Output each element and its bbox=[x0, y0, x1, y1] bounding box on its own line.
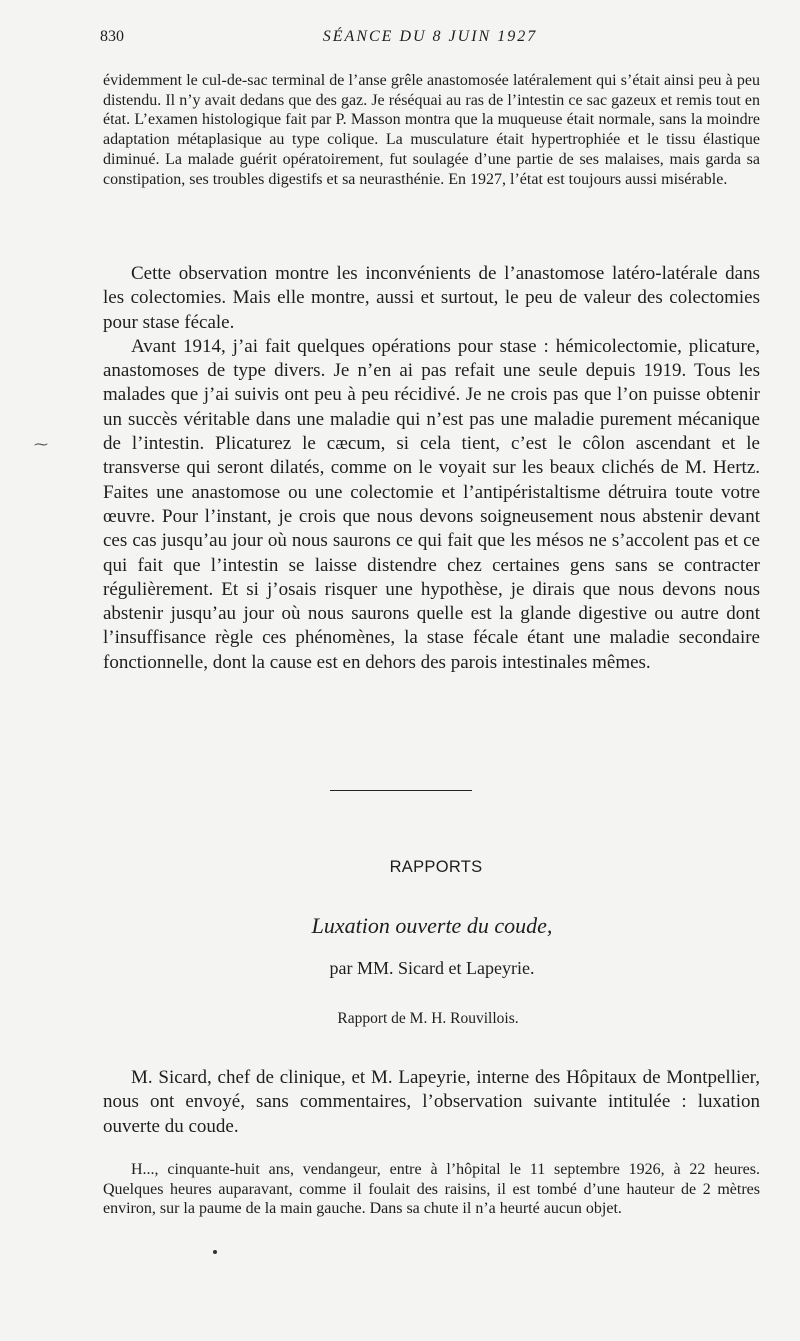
paragraph-block-4 bbox=[103, 1160, 760, 1219]
article-title: Luxation ouverte du coude, bbox=[311, 913, 553, 938]
paragraph-discussion: Avant 1914, j’ai fait quelques opérations pour stase : hémicolectomie, plicature, anastomoses de type divers. Je n’en ai pas refait une seule depuis 1919. Tous les malades que j’ai suivis ont peu à peu récidivé. Je ne crois pas que l’on puisse obtenir un succès véritable dans une maladie qui n’est pas une maladie purement mécanique de l’intestin. Plicaturez le cæcum, si cela tient, c’est le côlon ascendant et le transverse qui seront dilatés, comme on le voyait sur les beaux clichés de M. Hertz. Faites une anastomose ou une colectomie et l’antipéristaltisme détruira toute votre œuvre. Pour l’instant, je crois que nous devons soigneusement nous abstenir devant ces cas jusqu’au jour où nous saurons ce qui fait que les mésos ne s’accolent pas et ce qui fait que l’intestin se laisse distendre chez certaines gens sans se contracter régulièrement. Et si j’osais risquer une hypothèse, je dirais que nous devons nous abstenir jusqu’au jour où nous saurons quelle est la glande digestive ou autre dont l’insuffisance règle ces phénomènes, la stase fécale étant une maladie secondaire fonctionnelle, dont la cause est en dehors des parois intestinales mêmes. bbox=[103, 335, 760, 673]
paragraph-continuation: évidemment le cul-de-sac terminal de l’anse grêle anastomosée latéralement qui s’était ainsi peu à peu distendu. Il n’y avait dedans que des gaz. Je réséquai au ras de l’intestin ce sac gazeux et remis tout en état. L’examen histologique fait par P. Masson montra que la muqueuse était normale, sans la moindre adaptation métaplasique au type colique. La musculature était hypertrophiée et le tissu élastique diminué. La malade guérit opératoirement, fut soulagée d’une partie de ses malaises, mais garda sa constipation, ses troubles digestifs et sa neurasthénie. En 1927, l’état est toujours aussi misérable. bbox=[103, 72, 760, 188]
paragraph-block-1 bbox=[103, 71, 760, 189]
paragraph-observation: Cette observation montre les inconvénients de l’anastomose latéro-latérale dans les colectomies. Mais elle montre, aussi et surtout, le peu de valeur des colectomies pour stase fécale. bbox=[103, 263, 760, 333]
paragraph-case: H..., cinquante-huit ans, vendangeur, entre à l’hôpital le 11 septembre 1926, à 22 heures. Quelques heures auparavant, comme il foulait des raisins, il est tombé d’une hauteur de 2 mètres environ, sur la paume de la main gauche. Dans sa chute il n’a heurté aucun objet. bbox=[103, 1161, 760, 1218]
article-authors: par MM. Sicard et Lapeyrie. bbox=[329, 958, 535, 978]
section-title: RAPPORTS bbox=[389, 858, 483, 876]
running-title: SÉANCE DU 8 JUIN 1927 bbox=[322, 28, 538, 45]
paragraph-intro: M. Sicard, chef de clinique, et M. Lapeyrie, interne des Hôpitaux de Montpellier, nous ont envoyé, sans commentaires, l’observation suivante intitulée : luxation ouverte du coude. bbox=[103, 1067, 760, 1137]
stray-dot bbox=[213, 1250, 217, 1254]
page-header bbox=[100, 28, 760, 50]
paragraph-block-2 bbox=[103, 262, 760, 675]
margin-mark: ⁓ bbox=[34, 438, 48, 453]
paragraph-block-3 bbox=[103, 1066, 760, 1139]
section-divider bbox=[330, 790, 472, 791]
report-byline: Rapport de M. H. Rouvillois. bbox=[337, 1010, 519, 1027]
page-number: 830 bbox=[100, 28, 124, 45]
